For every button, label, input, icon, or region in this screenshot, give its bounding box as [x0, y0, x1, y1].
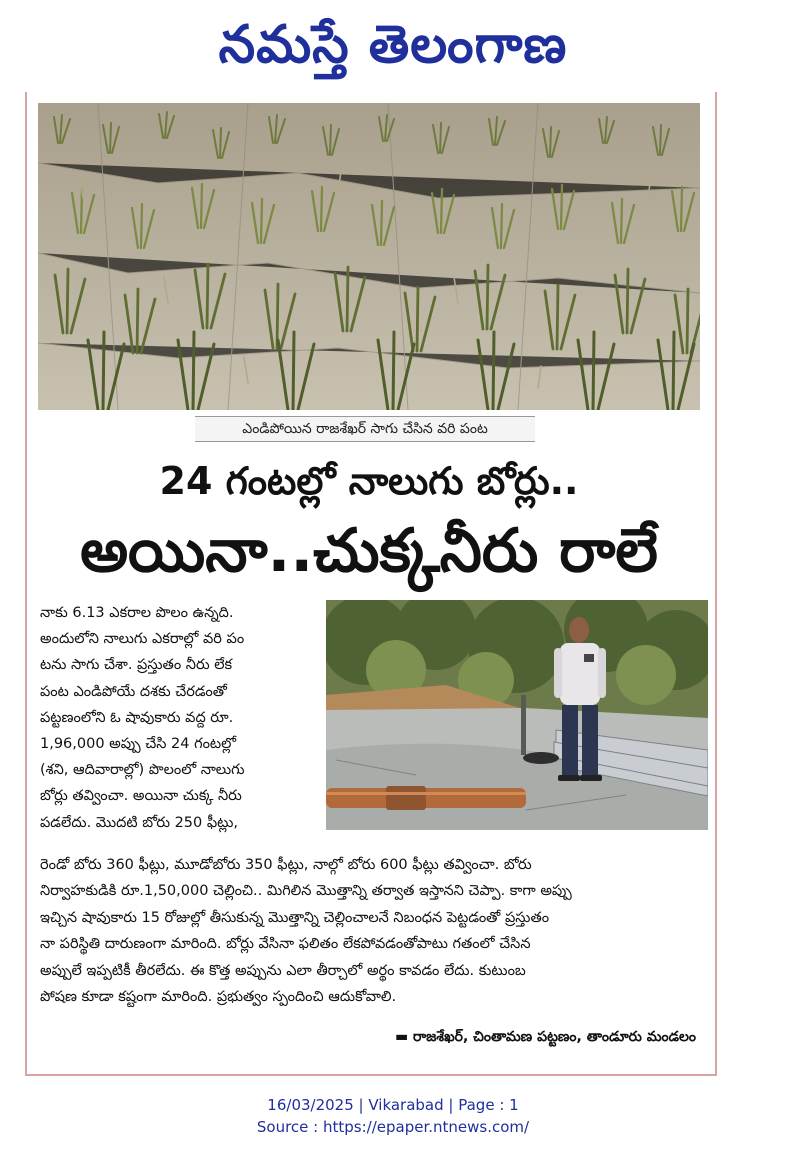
article-line: పట్టణంలోని ఓ షావుకారు వద్ద రూ. [40, 709, 234, 726]
article-line: (శని, ఆదివారాల్లో) పొలంలో నాలుగు [40, 762, 245, 779]
article-byline: ▬ రాజశేఖర్, చింతామణ పట్టణం, తాండూరు మండలం [394, 1029, 696, 1045]
article-line: నాకు 6.13 ఎకరాల పొలం ఉన్నది. [40, 605, 234, 621]
article-line: అప్పులే ఇప్పటికీ తీరలేదు. ఈ కొత్త అప్పును ఎలా తీర్చాలో అర్థం కావడం లేదు. కుటుంబ [40, 962, 526, 979]
article-column-text [40, 600, 320, 836]
headline-secondary: అయినా..చుక్కనీరు రాలే [80, 516, 658, 586]
article-line: టను సాగు చేశా. ప్రస్తుతం నీరు లేక [40, 657, 233, 674]
footer-date-edition: 16/03/2025 | Vikarabad | Page : 1 [267, 1096, 519, 1114]
dried-paddy-field-photo [38, 103, 700, 410]
article-line: నిర్వాహకుడికి రూ.1,50,000 చెల్లించి.. మిగిలిన మొత్తాన్ని తర్వాత ఇస్తానని చెప్పా. కాగా అప్పు [40, 883, 572, 900]
article-line: బోర్లు తవ్వించా. అయినా చుక్క నీరు [40, 788, 242, 805]
photo-caption: ఎండిపోయిన రాజశేఖర్ సాగు చేసిన వరి పంట [195, 416, 535, 442]
article-line: పడలేదు. మొదటి బోరు 250 ఫీట్లు, [40, 814, 238, 831]
page-footer [0, 1094, 786, 1138]
article-line: అందులోని నాలుగు ఎకరాల్లో వరి పం [40, 631, 245, 648]
article-line: రెండో బోరు 360 ఫీట్లు, మూడోబోరు 350 ఫీట్లు, నాల్గో బోరు 600 ఫీట్లు తవ్వించా. బోరు [40, 857, 532, 873]
article-line: పంట ఎండిపోయే దశకు చేరడంతో [40, 683, 227, 700]
article-line: నా పరిస్థితి దారుణంగా మారింది. బోర్లు వేసినా ఫలితం లేకపోవడంతోపాటు గతంలో చేసిన [40, 936, 531, 953]
footer-source-link[interactable]: Source : https://epaper.ntnews.com/ [256, 1118, 530, 1136]
article-line: 1,96,000 అప్పు చేసి 24 గంటల్లో [40, 736, 237, 753]
masthead-title: నమస్తే తెలంగాణ [218, 15, 568, 75]
headline-primary: 24 గంటల్లో నాలుగు బోర్లు.. [159, 459, 579, 503]
article-line: పోషణ కూడా కష్టంగా మారింది. ప్రభుత్వం స్పందించి ఆదుకోవాలి. [40, 989, 397, 1006]
farmer-borewell-photo [326, 600, 708, 830]
article-line: ఇచ్చిన షావుకారు 15 రోజుల్లో తీసుకున్న మొత్తాన్ని చెల్లించాలనే నిబంధన పెట్టడంతో ప్రస్తుతం [40, 909, 550, 926]
article-body-text [40, 852, 700, 1010]
